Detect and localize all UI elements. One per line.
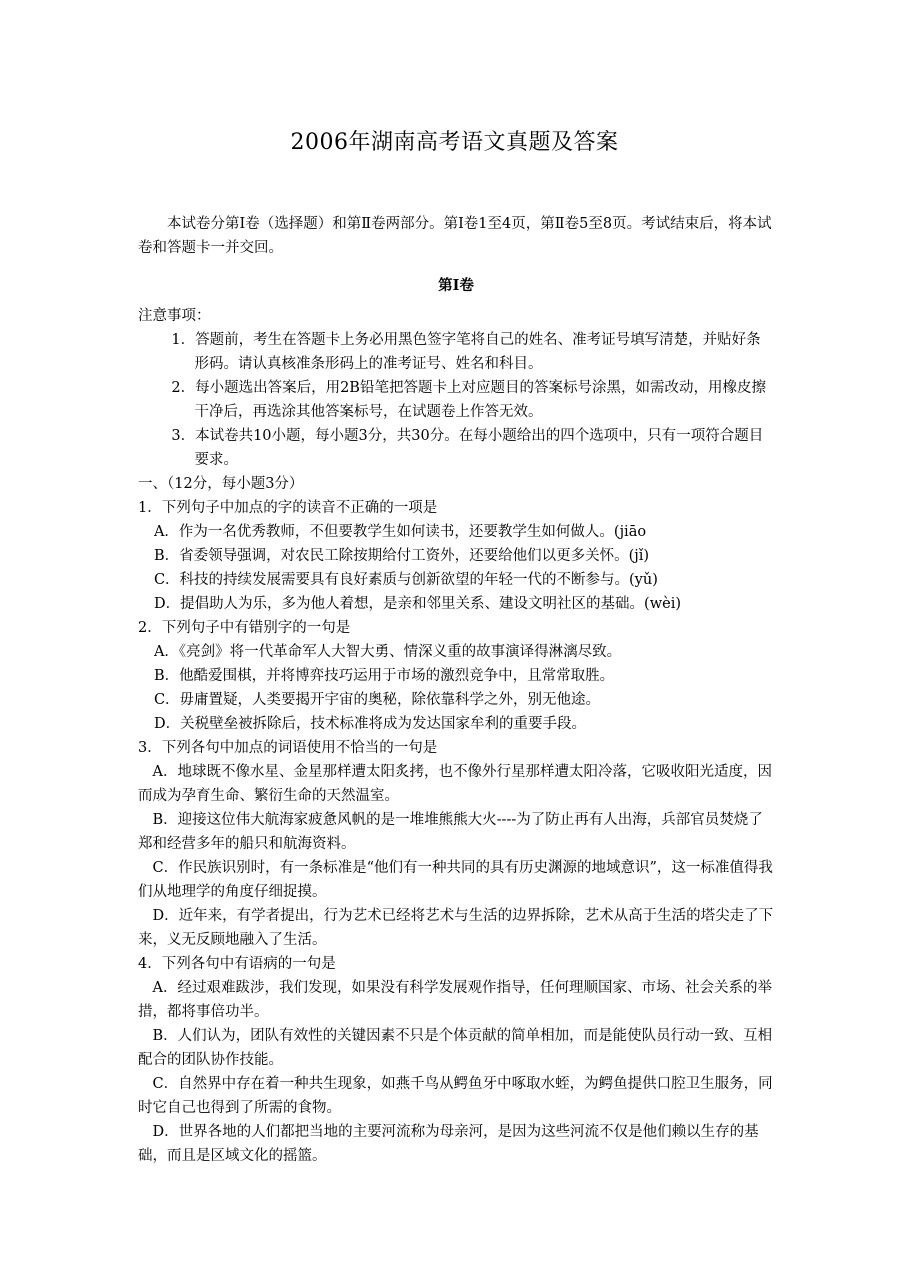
volume-heading: 第Ⅰ卷 <box>438 277 474 294</box>
question-option: D．关税壁垒被拆除后，技术标准将成为发达国家牟利的重要手段。 <box>153 716 587 732</box>
question-option: C．作民族识别时，有一条标准是“他们有一种共同的具有历史渊源的地域意识”，这一标准值得我们从地理学的角度仔细捉摸。 <box>138 860 773 900</box>
exam-intro: 本试卷分第Ⅰ卷（选择题）和第Ⅱ卷两部分。第Ⅰ卷1至4页，第Ⅱ卷5至8页。考试结束后，将本试卷和答题卡一并交回。 <box>138 216 772 256</box>
question-option: A．《亮剑》将一代革命军人大智大勇、情深义重的故事演译得淋漓尽致。 <box>153 644 622 660</box>
notice-item: 1．答题前，考生在答题卡上务必用黑色签字笔将自己的姓名、准考证号填写清楚，并贴好条形码。请认真核准条形码上的准考证号、姓名和科目。 <box>171 332 761 372</box>
question-option: C．科技的持续发展需要具有良好素质与创新欲望的年轻一代的不断参与。(yǔ) <box>153 572 658 588</box>
question-option: D．提倡助人为乐，多为他人着想，是亲和邻里关系、建设文明社区的基础。(wèi) <box>153 596 682 612</box>
question-option: B．他酷爱围棋，并将博弈技巧运用于市场的激烈竞争中，且常常取胜。 <box>153 668 615 684</box>
question-stem: 4．下列各句中有语病的一句是 <box>138 956 336 972</box>
question-option: B．人们认为，团队有效性的关键因素不只是个体贡献的简单相加，而是能使队员行动一致、互相配合的团队协作技能。 <box>138 1028 773 1068</box>
question-option: A．作为一名优秀教师，不但要教学生如何读书，还要教学生如何做人。(jiāo <box>153 524 647 540</box>
document-title: 2006年湖南高考语文真题及答案 <box>290 130 619 155</box>
question-option: A．经过艰难跋涉，我们发现，如果没有科学发展观作指导，任何理顺国家、市场、社会关系的举措，都将事倍功半。 <box>138 980 772 1020</box>
question-option: B．省委领导强调，对农民工除按期给付工资外，还要给他们以更多关怀。(jǐ) <box>153 548 650 564</box>
notice-item: 3．本试卷共10小题，每小题3分，共30分。在每小题给出的四个选项中，只有一项符合题目要求。 <box>171 428 764 468</box>
document-body <box>138 212 774 1168</box>
notice-item: 2．每小题选出答案后，用2B铅笔把答题卡上对应题目的答案标号涂黑，如需改动，用橡皮擦干净后，再选涂其他答案标号，在试题卷上作答无效。 <box>171 380 766 420</box>
notice-heading: 注意事项： <box>138 308 211 324</box>
question-option: D．近年来，有学者提出，行为艺术已经将艺术与生活的边界拆除，艺术从高于生活的塔尖走了下来，义无反顾地融入了生活。 <box>138 908 774 948</box>
question-stem: 2．下列句子中有错别字的一句是 <box>138 620 351 636</box>
question-option: C．毋庸置疑，人类要揭开宇宙的奥秘，除依靠科学之外，别无他途。 <box>153 692 601 708</box>
question-option: A．地球既不像水星、金星那样遭太阳炙拷，也不像外行星那样遭太阳冷落，它吸收阳光适度，因而成为孕育生命、繁衍生命的天然温室。 <box>138 764 772 804</box>
question-option: D．世界各地的人们都把当地的主要河流称为母亲河，是因为这些河流不仅是他们赖以生存的基础，而且是区域文化的摇篮。 <box>138 1124 759 1164</box>
question-option: B．迎接这位伟大航海家疲惫风帆的是一堆堆熊熊大火----为了防止再有人出海，兵部官员焚烧了郑和经营多年的船只和航海资料。 <box>138 812 763 852</box>
question-option: C．自然界中存在着一种共生现象，如燕千鸟从鳄鱼牙中啄取水蛭，为鳄鱼提供口腔卫生服务，同时它自己也得到了所需的食物。 <box>138 1076 773 1116</box>
question-stem: 3．下列各句中加点的词语使用不恰当的一句是 <box>138 740 438 756</box>
question-stem: 1．下列句子中加点的字的读音不正确的一项是 <box>138 500 438 516</box>
section-heading: 一、（12分，每小题3分） <box>138 476 304 492</box>
